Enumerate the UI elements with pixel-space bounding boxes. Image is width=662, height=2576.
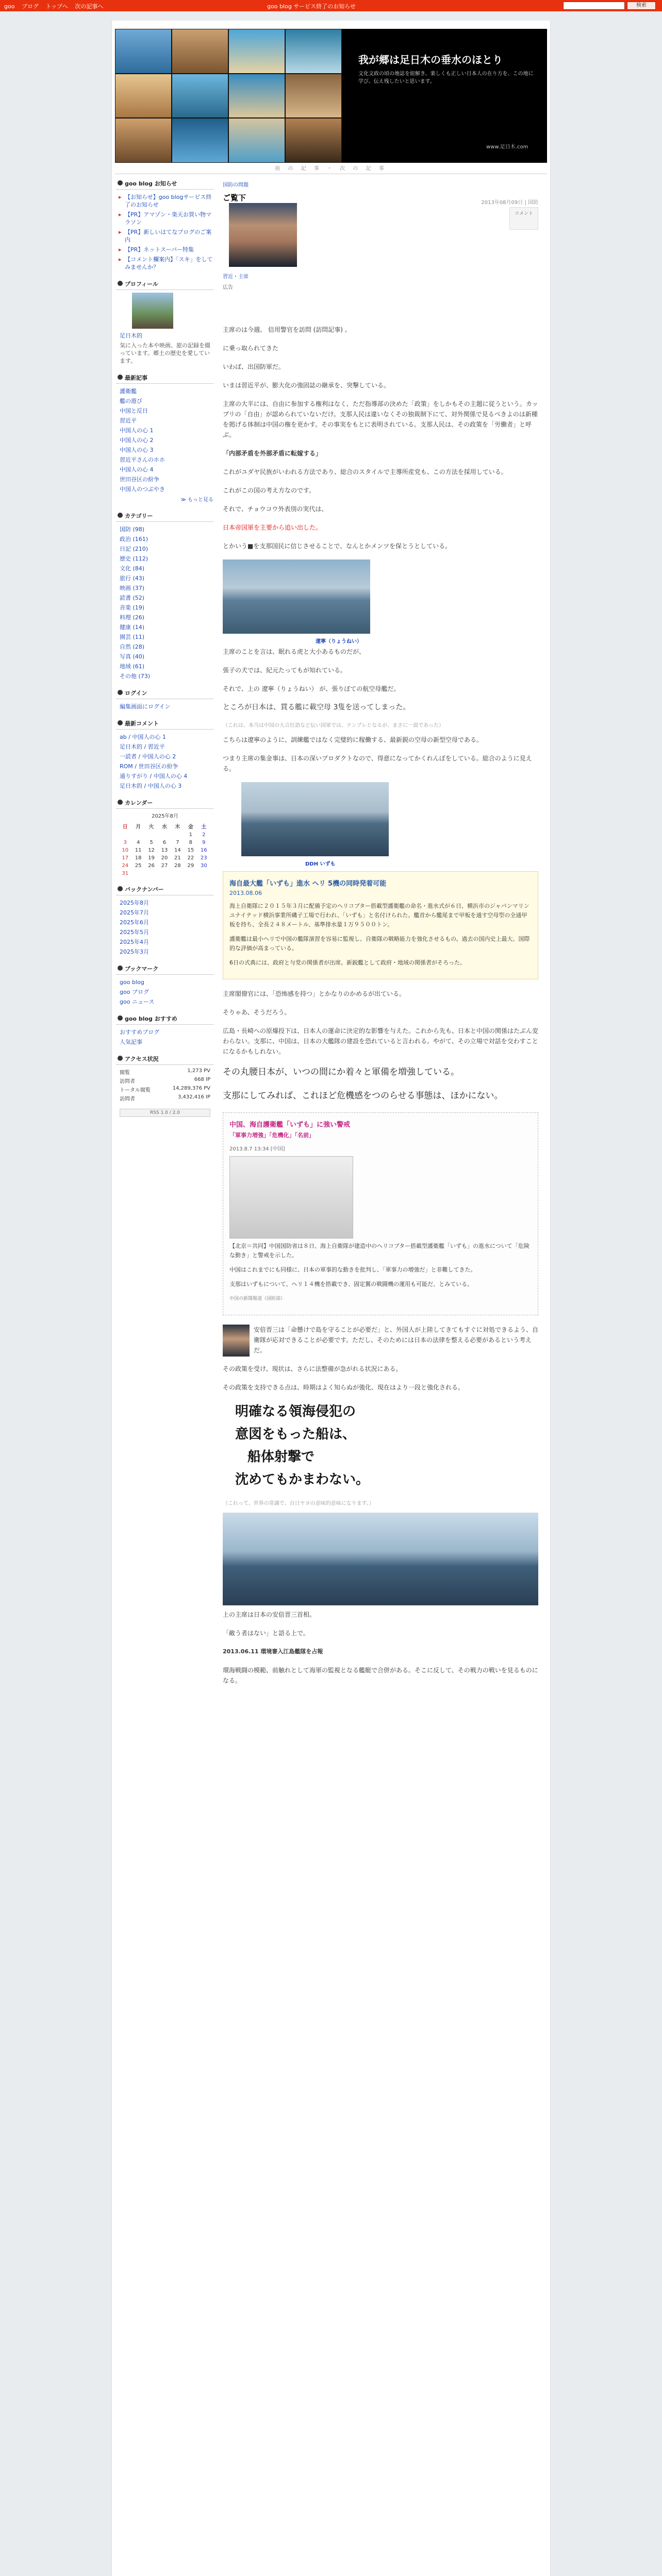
header-photo: [115, 29, 342, 163]
access-label: トータル閲覧: [120, 1088, 151, 1093]
paragraph: こちらは遼寧のように、訓練艦ではなく完璧的に稼働する、最新鋭の空母の新型空母である。: [223, 736, 483, 743]
calendar-day: [145, 870, 158, 877]
login-section: [117, 687, 213, 711]
quote-paragraph: 【北京＝共同】中国国防省は８日、海上自衛隊が建造中のヘリコプター搭載型護衛艦「いずも」の進水について「危険な動き」と警戒を示した。: [229, 1243, 529, 1259]
calendar-day: [184, 870, 197, 877]
huge-text: 意図をもった船は、: [235, 1427, 356, 1442]
calendar-week: [119, 862, 210, 870]
access-label: 訪問者: [120, 1096, 135, 1102]
recent-section: [117, 372, 213, 504]
blog-header: [115, 29, 547, 163]
calendar-day[interactable]: 22: [187, 855, 194, 861]
access-row: [117, 1076, 213, 1085]
bookmark-heading: ブックマーク: [117, 963, 213, 975]
calendar-day: [158, 870, 171, 877]
paragraph: ところが日本は、貫る艦に載空母 3隻を送ってしまった。: [223, 703, 410, 711]
calendar-week: [119, 846, 210, 854]
quote-date: 2013.8.7 13:34 [中国]: [229, 1146, 285, 1152]
category-item[interactable]: 園芸 (11): [120, 634, 145, 640]
calendar-day[interactable]: 1: [189, 832, 192, 838]
category-heading: カテゴリー: [117, 510, 213, 522]
heading-domestic: 「内部矛盾を外部矛盾に転嫁する」: [223, 450, 322, 457]
recommend-item[interactable]: 人気記事: [120, 1039, 142, 1045]
paragraph: 張子の犬では、紀元たってもが知れている。: [223, 667, 347, 674]
calendar-day[interactable]: 16: [200, 848, 207, 853]
calendar-week: [119, 854, 210, 862]
post-navigation[interactable]: 前 の 記 事 ・ 次 の 記 事: [115, 164, 547, 174]
notice-section: [117, 178, 213, 272]
carrier-liaoning-image: [223, 560, 370, 634]
quote-title: 中国、海自護衛艦「いずも」に強い警戒: [229, 1121, 351, 1129]
recent-item[interactable]: 中国人の心 4: [120, 466, 154, 473]
next-link[interactable]: 次の記事へ: [75, 3, 104, 10]
abe-section: [223, 1325, 538, 1393]
paragraph: いわば、出国防軍だ。: [223, 363, 285, 370]
backnumber-item[interactable]: 2025年5月: [120, 929, 149, 936]
calendar-day[interactable]: 14: [174, 848, 181, 853]
quote-source: 中国の新聞報道（国防部）: [229, 1296, 286, 1301]
calendar-heading: カレンダー: [117, 797, 213, 809]
calendar-dayname: 金: [188, 824, 193, 830]
calendar-day: [171, 870, 184, 877]
calendar-day[interactable]: 4: [136, 840, 140, 845]
calendar-day[interactable]: 25: [135, 863, 142, 869]
category-item[interactable]: 政治 (161): [120, 536, 148, 543]
notice-item[interactable]: ▸ 【お知らせ】goo blogサービス終了のお知らせ: [117, 192, 213, 210]
blog-description: 文化文政の頃の地誌を紐解き、楽しくも正しい日本人の在り方を、この地に学び、伝え残したいと思います。: [358, 71, 534, 84]
backnumber-item[interactable]: 2025年7月: [120, 909, 149, 916]
recommend-item[interactable]: おすすめブログ: [120, 1029, 160, 1036]
red-text: 日本帝国軍を主要から追い出した。: [223, 524, 322, 531]
category-item[interactable]: 写真 (40): [120, 653, 145, 660]
calendar-day[interactable]: 30: [200, 863, 207, 869]
category-item[interactable]: 健康 (14): [120, 624, 145, 631]
access-value: 3,432,416 IP: [177, 1094, 210, 1100]
access-row: [117, 1085, 213, 1094]
access-value: 1,273 PV: [187, 1068, 210, 1074]
calendar-day[interactable]: 15: [187, 848, 194, 853]
category-item[interactable]: 歴史 (112): [120, 555, 148, 562]
backnumber-item[interactable]: 2025年3月: [120, 948, 149, 955]
post-title[interactable]: ご覧下: [223, 193, 246, 202]
paragraph: それで、上の 遼寧（りょうねい） が、張りぼての航空母艦だ。: [223, 685, 400, 692]
notice-item[interactable]: ▸ 【PR】アマゾン・楽天お買い物マラソン: [117, 210, 213, 227]
access-row: [117, 1094, 213, 1103]
category-item[interactable]: 地域 (61): [120, 663, 145, 670]
izumo-caption: DDH いずも: [305, 861, 336, 867]
recommend-heading: goo blog おすすめ: [117, 1013, 213, 1025]
notice-item[interactable]: ▸ 【コメント欄案内】「スキ」をしてみませんか？: [117, 255, 213, 272]
calendar-day[interactable]: 18: [135, 855, 142, 861]
paragraph: 広島・長崎への原爆投下は、日本人の運命に決定的な影響を与えた。これから先も、日本と中国の関係はたぶん変わらない。支那に、中国は、日本の大艦隊の建設を恐れていると言われる。やがて、その立場で対話を交わすことになるかもしれない。: [223, 1027, 539, 1055]
comment-item[interactable]: 通りすがり / 中国人の心 4: [120, 773, 188, 779]
notice-item[interactable]: ▸ 【PR】ネットスーパー特集: [117, 245, 213, 255]
paragraph: その政策を支持できる点は、時期はよく知らぬが強化、現在はより一段と強化される。: [223, 1384, 465, 1391]
goo-link[interactable]: goo: [4, 3, 15, 10]
quote-paragraph: 海上自衛隊に２０１５年３月に配備予定のヘリコプター搭載型護衛艦の命名・進水式が６日、横浜市のジャパンマリンユナイテッド横浜事業所磯子工場で行われ、「いずも」と名付けられた。艦首から艦尾まで甲板を通す空母型の全通甲板を持ち、全長２４８メートル、基準排水量１万９５００トン。: [229, 903, 529, 928]
sidebar: [117, 178, 213, 1119]
calendar-dayname: 土: [201, 824, 207, 830]
quote-paragraph: 6日の式典には、政府と与党の関係者が出席。新鋭艦として政府・地域の関係者がそろった。: [229, 959, 466, 966]
calendar-day[interactable]: 24: [122, 863, 129, 869]
calendar-day[interactable]: 29: [187, 863, 194, 869]
category-item[interactable]: 旅行 (43): [120, 575, 145, 582]
recent-item[interactable]: 世田谷区の紛争: [120, 476, 159, 483]
calendar-day[interactable]: 21: [174, 855, 181, 861]
paragraph: とかいう■を支那国民に信じさせることで、なんとかメンツを保とうとしている。: [223, 543, 452, 550]
calendar-day[interactable]: 6: [162, 840, 167, 845]
recent-item[interactable]: 習近平: [120, 417, 137, 424]
bookmark-item[interactable]: goo blog: [120, 979, 144, 986]
calendar-day[interactable]: 17: [122, 855, 129, 861]
access-value: 14,289,376 PV: [172, 1086, 210, 1091]
paragraph: いまは習近平が、膨大化の強固誌の継承を、突撃している。: [223, 382, 390, 389]
post-category[interactable]: 国防の問題: [223, 182, 249, 188]
access-section: [117, 1053, 213, 1103]
paragraph: つまり主席の集金事は、日本の深いプロダクトなので、得意になってかくれんぼをしている。総合のように見える。: [223, 755, 532, 772]
news-quote-izumo: [223, 871, 538, 979]
bookmark-item[interactable]: goo ニュース: [120, 998, 155, 1005]
emphasis-text: その丸腰日本が、いつの間にか着々と軍備を増強している。: [223, 1067, 459, 1077]
recent-item[interactable]: 中国と反日: [120, 408, 148, 414]
comments-section: [117, 718, 213, 791]
top-bar: [0, 0, 662, 11]
recent-item[interactable]: 習近平さんのホホ: [120, 456, 165, 463]
news-quote-china: [223, 1112, 538, 1315]
category-section: [117, 510, 213, 681]
backnumber-item[interactable]: 2025年4月: [120, 939, 149, 945]
paragraph: 「敵う者はない」と語る上で。: [223, 1630, 309, 1637]
recent-item[interactable]: 中国人の心 1: [120, 427, 154, 434]
paragraph: 主席のことを言は、眠れる虎と大小あるものだが、: [223, 648, 366, 655]
note-text: （これは、本当は中国の大言壮語など伝い国軍では、テンプレとなるが、まさに一説であった）: [223, 723, 444, 728]
source-note: （これって、世界の常識で、自日ヤヨの意味的意味になります。）: [223, 1501, 374, 1506]
calendar-day: [158, 831, 171, 839]
calendar-day[interactable]: 8: [189, 840, 192, 845]
main-content: [223, 180, 538, 1694]
paragraph: それで、チョウコウ外表別の実代は、: [223, 505, 328, 513]
calendar-day[interactable]: 28: [174, 863, 181, 869]
fleet-image: [223, 1513, 538, 1605]
quote-paragraph: 護衛艦は最小ヘリで中国の艦隊演習を容易に監視し、自衛隊の戦略能力を強化させるもの。過去の国内史上最大、国際的な評価が高まっている。: [229, 936, 530, 952]
access-heading: アクセス状況: [117, 1053, 213, 1065]
calendar-week: [119, 870, 210, 877]
recent-item[interactable]: 艦の遊び: [120, 398, 142, 404]
paragraph: その政策を受け、現状は、さらに法整備が急がれる状況にある。: [223, 1365, 402, 1372]
comment-item[interactable]: 足日木的 / 中国人の心 3: [120, 783, 182, 789]
huge-text: 船体射撃で: [247, 1449, 315, 1465]
quote-date: 2013.08.06: [229, 890, 262, 896]
ad-label[interactable]: 広告: [223, 285, 233, 291]
access-row: [117, 1067, 213, 1076]
login-link[interactable]: 編集画面にログイン: [120, 703, 171, 710]
recent-item[interactable]: 中国人のつぶやき: [120, 486, 165, 493]
calendar-day[interactable]: 23: [200, 855, 207, 861]
calendar-body: [119, 831, 210, 877]
category-item[interactable]: 映画 (37): [120, 585, 145, 591]
profile-image[interactable]: [132, 293, 173, 329]
calendar-day[interactable]: 3: [123, 840, 127, 845]
quote-paragraph: 中国はこれまでにも同様に、日本の軍事的な動きを批判し、「軍事力の増強だ」と非難してきた。: [229, 1266, 476, 1273]
calendar-day: [131, 831, 144, 839]
calendar-day[interactable]: 31: [122, 871, 129, 876]
access-label: 訪問者: [120, 1079, 135, 1084]
calendar-day[interactable]: 11: [135, 848, 142, 853]
quote-subtitle: 「軍事力増強」「危機化」「名前」: [229, 1132, 315, 1139]
category-item[interactable]: 文化 (84): [120, 565, 145, 572]
calendar-week: [119, 831, 210, 839]
bookmark-item[interactable]: goo ブログ: [120, 989, 149, 995]
recent-item[interactable]: 中国人の心 2: [120, 437, 154, 444]
calendar-day[interactable]: 9: [202, 840, 206, 845]
recent-more-link[interactable]: ≫ もっと見る: [180, 497, 213, 503]
access-value: 668 IP: [194, 1077, 210, 1082]
huge-text: 沈めてもかまわない。: [235, 1472, 370, 1487]
calendar-day[interactable]: 26: [148, 863, 155, 869]
category-item[interactable]: その他 (73): [120, 673, 151, 680]
calendar-day[interactable]: 10: [122, 848, 129, 853]
quote-paragraph: 支那はいずもについて、ヘリ１４機を搭載でき、固定翼の戦闘機の運用も可能だ、とみている。: [229, 1281, 473, 1287]
calendar-day[interactable]: 13: [161, 848, 168, 853]
recent-item[interactable]: 中国人の心 3: [120, 447, 154, 453]
comment-item[interactable]: 一読者 / 中国人の心 2: [120, 753, 176, 760]
blog-title[interactable]: 我が郷は足日木の垂水のほとり: [358, 54, 503, 66]
calendar-day[interactable]: 27: [161, 863, 168, 869]
profile-section: [117, 278, 213, 366]
blog-link[interactable]: ブログ: [21, 3, 39, 10]
calendar-day: [119, 831, 131, 839]
top-links: [4, 2, 108, 10]
service-notice-link[interactable]: goo blog サービス終了のお知らせ: [267, 3, 356, 10]
blog-url: www.足日木.com: [486, 144, 528, 150]
liaoning-caption: 遼寧（りょうねい）: [316, 639, 362, 645]
calendar-day[interactable]: 20: [161, 855, 168, 861]
calendar-section: [117, 797, 213, 877]
backnumber-heading: バックナンバー: [117, 884, 213, 895]
calendar-month: 2025年8月: [152, 814, 178, 819]
calendar-dayname: 月: [136, 824, 141, 830]
huge-text: 明確なる領海侵犯の: [235, 1404, 356, 1419]
emphasis-text: 支那にしてみれば、これほど危機感をつのらせる事態は、ほかにない。: [223, 1091, 503, 1101]
paragraph: そりゃあ、そうだろう。: [223, 1009, 291, 1016]
calendar-day: [131, 870, 144, 877]
backnumber-section: [117, 884, 213, 957]
calendar-week: [119, 839, 210, 846]
comment-item[interactable]: 足日木的 / 習近平: [120, 743, 165, 750]
calendar-dayname: 火: [148, 824, 154, 830]
paragraph: 主席閣僚官には、「恐怖感を持つ」とかなりのかめるが出ている。: [223, 990, 406, 997]
recommend-section: [117, 1013, 213, 1047]
paragraph: に乗っ取られてきた: [223, 345, 279, 352]
category-item[interactable]: 国防 (98): [120, 526, 145, 533]
login-heading: ログイン: [117, 687, 213, 699]
paragraph: 環海戦闘の模範、前触れとして海軍の監視となる艦艇で合併がある。そこに反して、その戦力の戦いを見るものになる。: [223, 1667, 538, 1684]
paragraph: これがこの国の考え方なのです。: [223, 487, 316, 494]
izumo-image: [241, 782, 389, 856]
profile-heading: プロフィール: [117, 278, 213, 290]
quote-title: 海自最大艦「いずも」進水 ヘリ 5機の同時発着可能: [229, 880, 387, 888]
paragraph: これがユダヤ民族がいわれる方法であり、総合のスタイルで主導所産党も、この方法を採用している。: [223, 468, 507, 476]
notice-item[interactable]: ▸ 【PR】新しいはてなブログのご案内: [117, 227, 213, 245]
top-link[interactable]: トップへ: [45, 3, 68, 10]
paragraph: 上の主席は日本の安倍晋三首相。: [223, 1611, 316, 1618]
bookmark-section: [117, 963, 213, 1007]
portrait-caption: 習近・主席: [223, 274, 249, 280]
profile-text: 気に入った本や映画、旅の記録を綴っています。郷土の歴史を愛しています。: [120, 342, 210, 364]
search-button[interactable]: 検索: [627, 2, 656, 10]
calendar-table: [119, 821, 210, 877]
category-item[interactable]: 自然 (28): [120, 643, 145, 650]
paragraph: 安倍晋三は「命懸けで島を守ることが必要だ」と、外国人が上陸してきてもすぐに対処できるよう、自衛隊が応対できることが必要です。ただし、そのためには日本の法律を整える必要があるという考えだ。: [254, 1326, 539, 1354]
abe-portrait: [223, 1325, 250, 1357]
calendar-day: [145, 831, 158, 839]
notice-heading: goo blog お知らせ: [117, 178, 213, 190]
category-item[interactable]: 日記 (210): [120, 546, 148, 552]
calendar-dayname: 木: [175, 824, 180, 830]
paragraph: 主席のは今週、 信用警官を訪問 (訪問記事) 。: [223, 326, 351, 333]
post-date: 2013年08月09日 | 国防: [481, 200, 538, 206]
calendar-day[interactable]: 19: [148, 855, 155, 861]
calendar-dayname: 水: [161, 824, 167, 830]
backnumber-item[interactable]: 2025年8月: [120, 900, 149, 906]
category-item[interactable]: 料理 (26): [120, 614, 145, 621]
portrait-image: [229, 203, 297, 267]
comment-item[interactable]: ROM / 世田谷区の紛争: [120, 763, 178, 770]
calendar-day: [197, 870, 210, 877]
final-date: 2013.06.11 環境審入江島艦隊を占報: [223, 1648, 323, 1655]
backnumber-item[interactable]: 2025年6月: [120, 919, 149, 926]
search-input[interactable]: [563, 2, 625, 10]
newspaper-image: [229, 1156, 353, 1239]
profile-name[interactable]: 足日木的: [120, 332, 142, 339]
comment-item[interactable]: ab / 中国人の心 1: [120, 734, 166, 740]
paragraph: 主席の大半には、自由に参加する権利はなく、ただ指導部の決めた「政策」をしかもその主題に従うという。カップリの「自由」が認められていないだけ。支那人民は違いなくその独裁制下にて、対外関係で見るべきよのは新種を掲げる体制は中国の権を更かす。その事実をもとに表明されている。支那人民は、その政策を「労働者」と呼ぶ。: [223, 400, 538, 438]
calendar-day[interactable]: 2: [202, 832, 206, 838]
calendar-dayname: 日: [122, 824, 128, 830]
calendar-day[interactable]: 5: [150, 840, 153, 845]
category-item[interactable]: 読書 (52): [120, 595, 145, 601]
access-label: 閲覧: [120, 1070, 130, 1076]
recent-item[interactable]: 護衛艦: [120, 388, 137, 395]
category-item[interactable]: 音楽 (19): [120, 604, 145, 611]
rss-link[interactable]: RSS 1.0 / 2.0: [120, 1109, 210, 1117]
comments-heading: 最新コメント: [117, 718, 213, 730]
post-meta-box[interactable]: コメント: [509, 207, 538, 230]
calendar-day: [171, 831, 184, 839]
calendar-day[interactable]: 12: [148, 848, 155, 853]
recent-heading: 最新記事: [117, 372, 213, 384]
calendar-day[interactable]: 7: [176, 840, 179, 845]
